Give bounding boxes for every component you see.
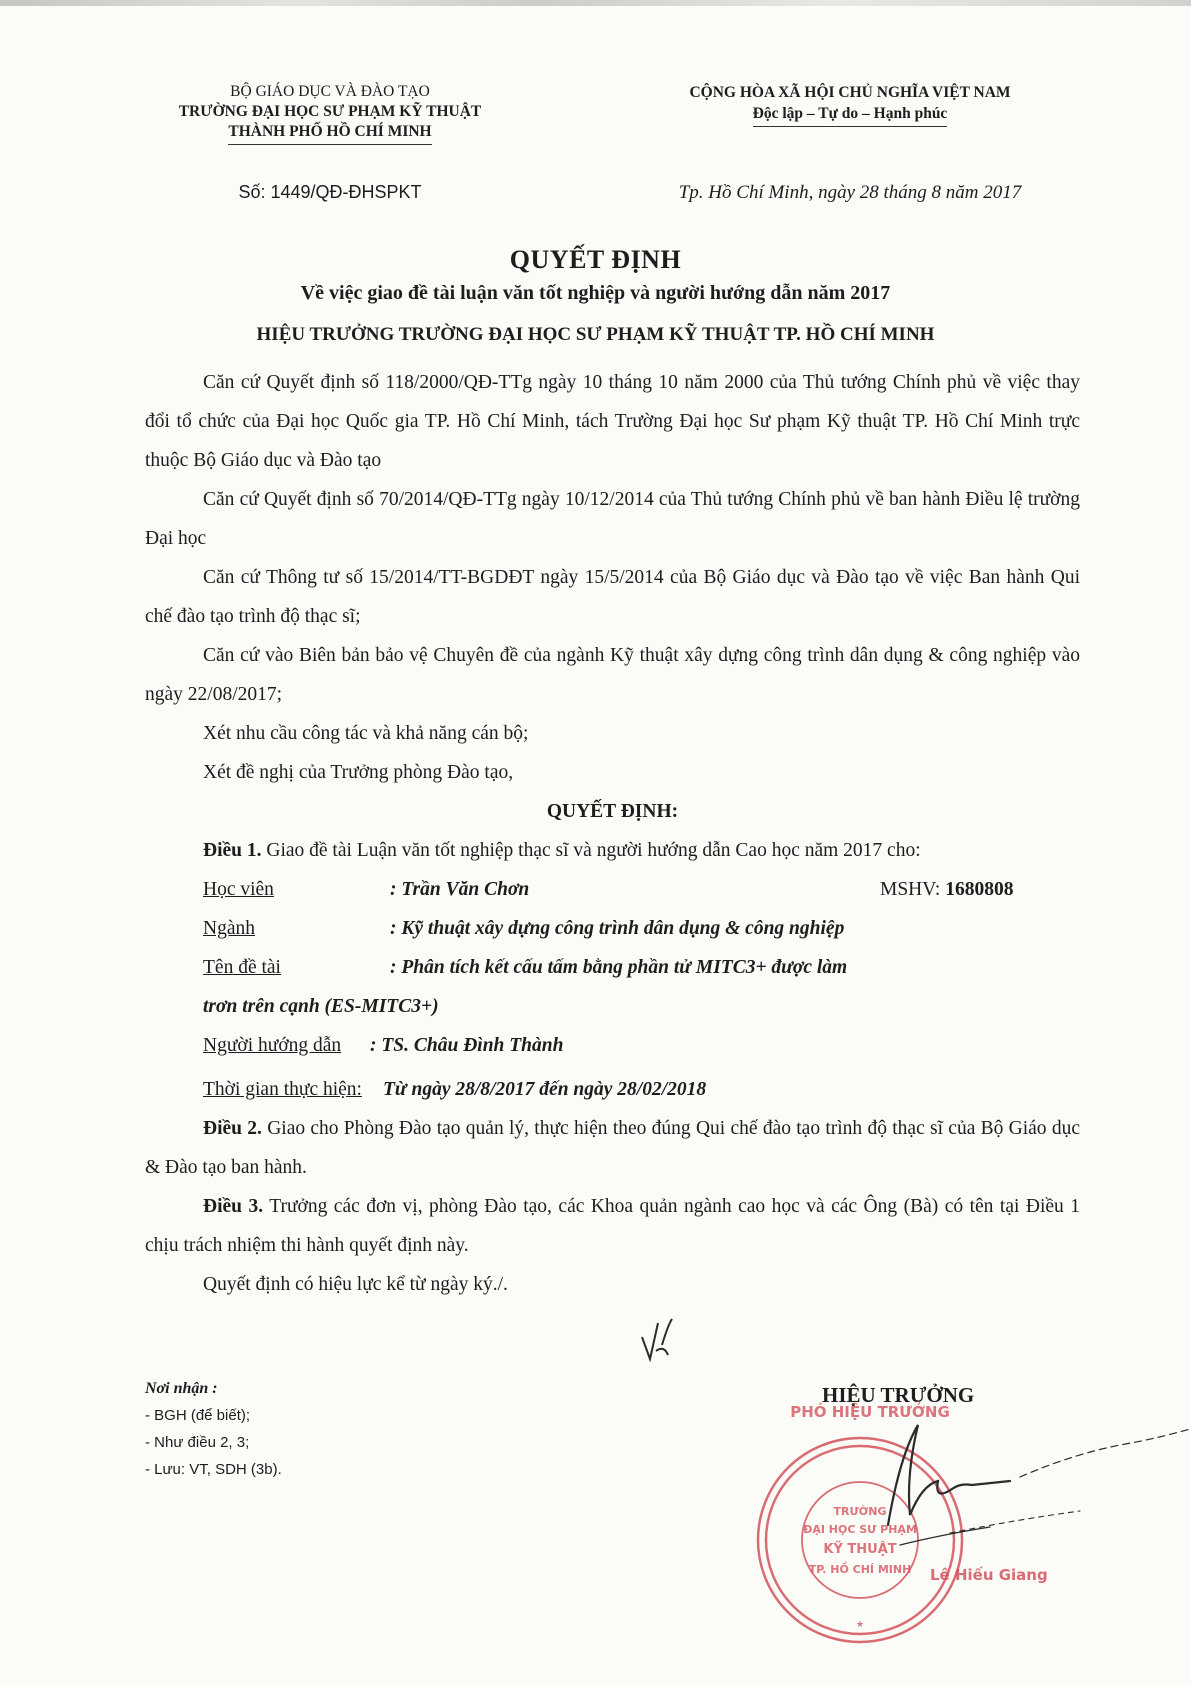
university-city: THÀNH PHỐ HỒ CHÍ MINH: [228, 122, 431, 145]
decides-heading: QUYẾT ĐỊNH:: [546, 801, 679, 822]
article-3-label: Điều 3.: [203, 1196, 264, 1217]
preamble-3: Căn cứ Thông tư số 15/2014/TT-BGDĐT ngày 15/5/2014 của Bộ Giáo dục và Đào tạo về việc Ban hành Qui chế đào tạo trình độ thạc sĩ;: [145, 567, 1080, 627]
period-value: Từ ngày 28/8/2017 đến ngày 28/02/2018: [383, 1079, 707, 1100]
document-subtitle: Về việc giao đề tài luận văn tốt nghiệp và người hướng dẫn năm 2017: [300, 282, 891, 304]
student-id-value: 1680808: [945, 879, 1014, 900]
national-motto-block: [620, 82, 1080, 127]
document-body: [145, 363, 1080, 1304]
svg-text:★: ★: [855, 1620, 865, 1630]
major-value: : Kỹ thuật xây dựng công trình dân dụng & công nghiệp: [390, 918, 845, 939]
recipient-item: - Lưu: VT, SDH (3b).: [145, 1461, 282, 1478]
article-2-text: Giao cho Phòng Đào tạo quản lý, thực hiện theo đúng Qui chế đào tạo trình độ thạc sĩ của Bộ Giáo dục & Đào tạo ban hành.: [145, 1118, 1080, 1178]
article-3-text: Trưởng các đơn vị, phòng Đào tạo, các Khoa quản ngành cao học và các Ông (Bà) có tên tại Điều 1 chịu trách nhiệm thi hành quyết định này.: [145, 1196, 1080, 1256]
issue-date: Tp. Hồ Chí Minh, ngày 28 tháng 8 năm 2017: [678, 182, 1022, 203]
recipients-block: [145, 1375, 282, 1483]
article-1-text: Giao đề tài Luận văn tốt nghiệp thạc sĩ và người hướng dẫn Cao học năm 2017 cho:: [266, 840, 921, 861]
stamp-line: TP. HỒ CHÍ MINH: [808, 1563, 912, 1576]
assignment-details: [145, 870, 1080, 1070]
period-row: [145, 1070, 1080, 1109]
stamp-line: ĐẠI HỌC SƯ PHẠM: [803, 1523, 917, 1536]
issuer-block: [150, 82, 510, 145]
signer-title: HIỆU TRƯỞNG: [822, 1383, 975, 1407]
initial-mark: [638, 1315, 678, 1365]
recipient-item: - Như điều 2, 3;: [145, 1434, 250, 1451]
preamble-4: Căn cứ vào Biên bản bảo vệ Chuyên đề của ngành Kỹ thuật xây dựng công trình dân dụng & công nghiệp vào ngày 22/08/2017;: [145, 645, 1080, 705]
student-label: Học viên: [203, 879, 274, 900]
effective-clause: Quyết định có hiệu lực kể từ ngày ký./.: [203, 1274, 508, 1295]
university-name: TRƯỜNG ĐẠI HỌC SƯ PHẠM KỸ THUẬT: [178, 103, 482, 120]
signer-name: Lê Hiếu Giang: [930, 1566, 1048, 1584]
issuing-authority: HIỆU TRƯỞNG TRƯỜNG ĐẠI HỌC SƯ PHẠM KỸ THUẬT TP. HỒ CHÍ MINH: [256, 324, 935, 345]
recipients-heading: Nơi nhận :: [145, 1380, 218, 1397]
preamble-1: Căn cứ Quyết định số 118/2000/QĐ-TTg ngày 10 tháng 10 năm 2000 của Thủ tướng Chính phủ về việc thay đổi tổ chức của Đại học Quốc gia TP. Hồ Chí Minh, tách Trường Đại học Sư phạm Kỹ thuật TP. Hồ Chí Minh trực thuộc Bộ Giáo dục và Đào tạo: [145, 372, 1080, 471]
article-1-label: Điều 1.: [203, 840, 262, 861]
advisor-value: : TS. Châu Đình Thành: [370, 1035, 564, 1056]
stamp-line: KỸ THUẬT: [823, 1542, 897, 1557]
student-id: [880, 870, 1013, 909]
student-id-label: MSHV:: [880, 879, 941, 900]
article-2-label: Điều 2.: [203, 1118, 262, 1139]
decision-number: Số: 1449/QĐ-ĐHSPKT: [238, 182, 422, 202]
scan-edge: [0, 0, 1191, 6]
document-title: QUYẾT ĐỊNH: [509, 245, 682, 274]
period-label: Thời gian thực hiện:: [203, 1079, 362, 1100]
article-1: [145, 831, 1080, 870]
article-3: [145, 1187, 1080, 1265]
article-2: [145, 1109, 1080, 1187]
thesis-title-line2: trơn trên cạnh (ES-MITC3+): [203, 996, 439, 1017]
student-name: : Trần Văn Chơn: [390, 879, 530, 900]
preamble-6: Xét đề nghị của Trưởng phòng Đào tạo,: [203, 762, 514, 783]
major-label: Ngành: [203, 918, 255, 939]
handwritten-signature: [880, 1415, 1190, 1585]
preamble-5: Xét nhu cầu công tác và khả năng cán bộ;: [203, 723, 529, 744]
motto: Độc lập – Tự do – Hạnh phúc: [753, 103, 948, 127]
signature-area: [0, 1375, 1191, 1685]
recipient-item: - BGH (để biết);: [145, 1407, 251, 1424]
stamp-deputy: PHÓ HIỆU TRƯỞNG: [790, 1403, 950, 1421]
country-name: CỘNG HÒA XÃ HỘI CHỦ NGHĨA VIỆT NAM: [689, 84, 1011, 101]
advisor-label: Người hướng dẫn: [203, 1035, 342, 1056]
ministry-name: BỘ GIÁO DỤC VÀ ĐÀO TẠO: [230, 83, 430, 100]
stamp-line: TRƯỜNG: [833, 1505, 887, 1518]
thesis-label: Tên đề tài: [203, 957, 281, 978]
preamble-2: Căn cứ Quyết định số 70/2014/QĐ-TTg ngày 10/12/2014 của Thủ tướng Chính phủ về ban hành Điều lệ trường Đại học: [145, 489, 1080, 549]
thesis-title-line1: : Phân tích kết cấu tấm bằng phần tử MITC3+ được làm: [390, 957, 848, 978]
